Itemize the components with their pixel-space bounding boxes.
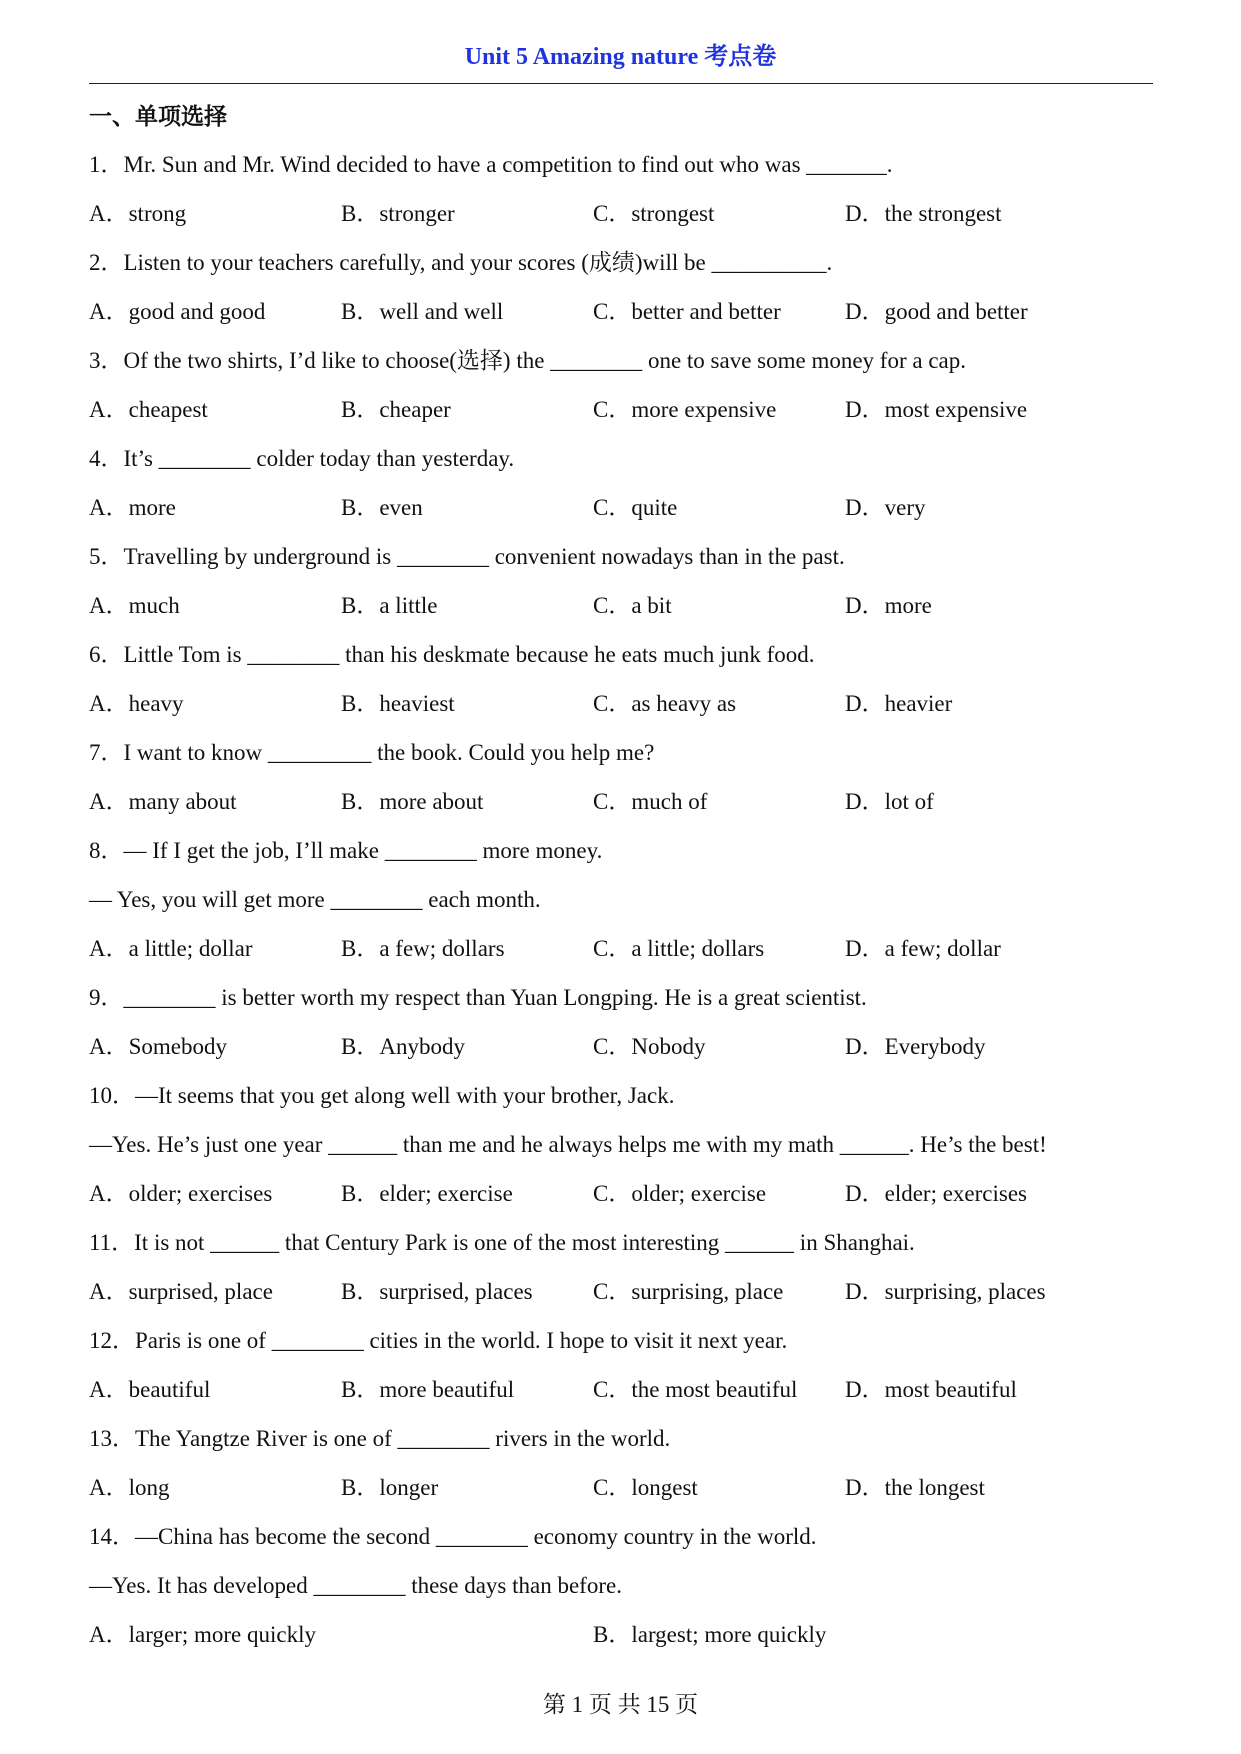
answer-option: A．long xyxy=(89,1475,170,1500)
answer-option: B．largest; more quickly xyxy=(593,1622,827,1647)
answer-option: D．Everybody xyxy=(845,1034,986,1059)
answer-option: B．surprised, places xyxy=(341,1279,533,1304)
answer-option: A．surprised, place xyxy=(89,1279,273,1304)
answer-option: A．older; exercises xyxy=(89,1181,273,1206)
question-item xyxy=(89,535,1159,633)
answer-option: C．better and better xyxy=(593,299,781,324)
question-stem: 6．Little Tom is ________ than his deskmate because he eats much junk food. xyxy=(89,642,815,667)
question-item xyxy=(89,143,1159,241)
answer-option: D．heavier xyxy=(845,691,953,716)
answer-option: A．larger; more quickly xyxy=(89,1622,316,1647)
answer-option: D．lot of xyxy=(845,789,934,814)
answer-option: C．a little; dollars xyxy=(593,936,765,961)
question-item xyxy=(89,241,1159,339)
question-stem: —Yes. It has developed ________ these days than before. xyxy=(89,1573,622,1598)
answer-option: D．more xyxy=(845,593,932,618)
answer-option: B．elder; exercise xyxy=(341,1181,513,1206)
answer-option: C．Nobody xyxy=(593,1034,706,1059)
question-stem: 1．Mr. Sun and Mr. Wind decided to have a competition to find out who was _______. xyxy=(89,152,893,177)
answer-options xyxy=(89,388,1159,437)
question-stem: 11．It is not ______ that Century Park is one of the most interesting ______ in Shanghai. xyxy=(89,1230,915,1255)
answer-options xyxy=(89,927,1159,976)
answer-options xyxy=(89,1172,1159,1221)
answer-option: B．stronger xyxy=(341,201,455,226)
question-item xyxy=(89,731,1159,829)
answer-options xyxy=(89,486,1159,535)
answer-option: D．very xyxy=(845,495,926,520)
answer-options xyxy=(89,780,1159,829)
answer-option: B．longer xyxy=(341,1475,439,1500)
answer-option: C．much of xyxy=(593,789,708,814)
answer-option: D．good and better xyxy=(845,299,1028,324)
question-item xyxy=(89,1515,1159,1662)
answer-options xyxy=(89,1466,1159,1515)
question-item xyxy=(89,1319,1159,1417)
answer-option: A．more xyxy=(89,495,176,520)
answer-option: B．a few; dollars xyxy=(341,936,505,961)
question-list xyxy=(89,143,1159,1662)
header-divider xyxy=(89,83,1153,84)
question-item xyxy=(89,633,1159,731)
question-stem: 12．Paris is one of ________ cities in the world. I hope to visit it next year. xyxy=(89,1328,788,1353)
answer-option: D．a few; dollar xyxy=(845,936,1001,961)
question-stem: 14．—China has become the second ________ economy country in the world. xyxy=(89,1524,817,1549)
answer-option: C．strongest xyxy=(593,201,715,226)
answer-option: A．good and good xyxy=(89,299,266,324)
answer-option: A．cheapest xyxy=(89,397,208,422)
answer-option: A．heavy xyxy=(89,691,184,716)
section-title: 一、单项选择 xyxy=(89,104,227,129)
question-stem: 2．Listen to your teachers carefully, and your scores (成绩)will be __________. xyxy=(89,250,833,275)
question-item xyxy=(89,1074,1159,1221)
answer-option: C．as heavy as xyxy=(593,691,737,716)
question-stem: 9．________ is better worth my respect than Yuan Longping. He is a great scientist. xyxy=(89,985,867,1010)
question-item xyxy=(89,829,1159,976)
page-footer: 第 1 页 共 15 页 xyxy=(542,1692,699,1717)
answer-option: D．elder; exercises xyxy=(845,1181,1028,1206)
question-stem: — Yes, you will get more ________ each month. xyxy=(89,887,541,912)
answer-option: B．more about xyxy=(341,789,484,814)
answer-options xyxy=(89,1025,1159,1074)
answer-option: C．surprising, place xyxy=(593,1279,784,1304)
answer-option: A．many about xyxy=(89,789,237,814)
answer-option: A．beautiful xyxy=(89,1377,211,1402)
answer-option: C．more expensive xyxy=(593,397,777,422)
answer-option: D．the longest xyxy=(845,1475,985,1500)
answer-option: D．surprising, places xyxy=(845,1279,1046,1304)
answer-options xyxy=(89,1368,1159,1417)
question-stem: 4．It’s ________ colder today than yesterday. xyxy=(89,446,515,471)
answer-option: A．strong xyxy=(89,201,187,226)
answer-option: C．quite xyxy=(593,495,678,520)
answer-option: D．the strongest xyxy=(845,201,1002,226)
answer-option: D．most beautiful xyxy=(845,1377,1017,1402)
answer-option: B．even xyxy=(341,495,423,520)
answer-option: D．most expensive xyxy=(845,397,1028,422)
question-stem: 13．The Yangtze River is one of ________ rivers in the world. xyxy=(89,1426,671,1451)
answer-option: C．a bit xyxy=(593,593,672,618)
question-item xyxy=(89,1417,1159,1515)
question-stem: —Yes. He’s just one year ______ than me and he always helps me with my math ______. He’s the best! xyxy=(89,1132,1047,1157)
answer-option: B．more beautiful xyxy=(341,1377,515,1402)
answer-option: B．a little xyxy=(341,593,438,618)
question-stem: 8．— If I get the job, I’ll make ________ more money. xyxy=(89,838,603,863)
page-header-title: Unit 5 Amazing nature 考点卷 xyxy=(464,44,777,70)
question-stem: 3．Of the two shirts, I’d like to choose(选择) the ________ one to save some money for a cap. xyxy=(89,348,966,373)
answer-option: B．heaviest xyxy=(341,691,455,716)
answer-options xyxy=(89,290,1159,339)
answer-option: B．Anybody xyxy=(341,1034,465,1059)
answer-options xyxy=(89,682,1159,731)
answer-options xyxy=(89,1613,1159,1662)
question-item xyxy=(89,437,1159,535)
answer-options xyxy=(89,584,1159,633)
answer-option: A．a little; dollar xyxy=(89,936,253,961)
question-item xyxy=(89,339,1159,437)
question-stem: 10．—It seems that you get along well with your brother, Jack. xyxy=(89,1083,675,1108)
question-stem: 7．I want to know _________ the book. Could you help me? xyxy=(89,740,655,765)
answer-option: B．cheaper xyxy=(341,397,451,422)
question-item xyxy=(89,976,1159,1074)
answer-options xyxy=(89,192,1159,241)
question-stem: 5．Travelling by underground is ________ convenient nowadays than in the past. xyxy=(89,544,845,569)
answer-option: C．the most beautiful xyxy=(593,1377,798,1402)
answer-option: C．older; exercise xyxy=(593,1181,767,1206)
question-item xyxy=(89,1221,1159,1319)
answer-option: B．well and well xyxy=(341,299,504,324)
answer-options xyxy=(89,1270,1159,1319)
answer-option: A．Somebody xyxy=(89,1034,227,1059)
answer-option: A．much xyxy=(89,593,180,618)
answer-option: C．longest xyxy=(593,1475,698,1500)
